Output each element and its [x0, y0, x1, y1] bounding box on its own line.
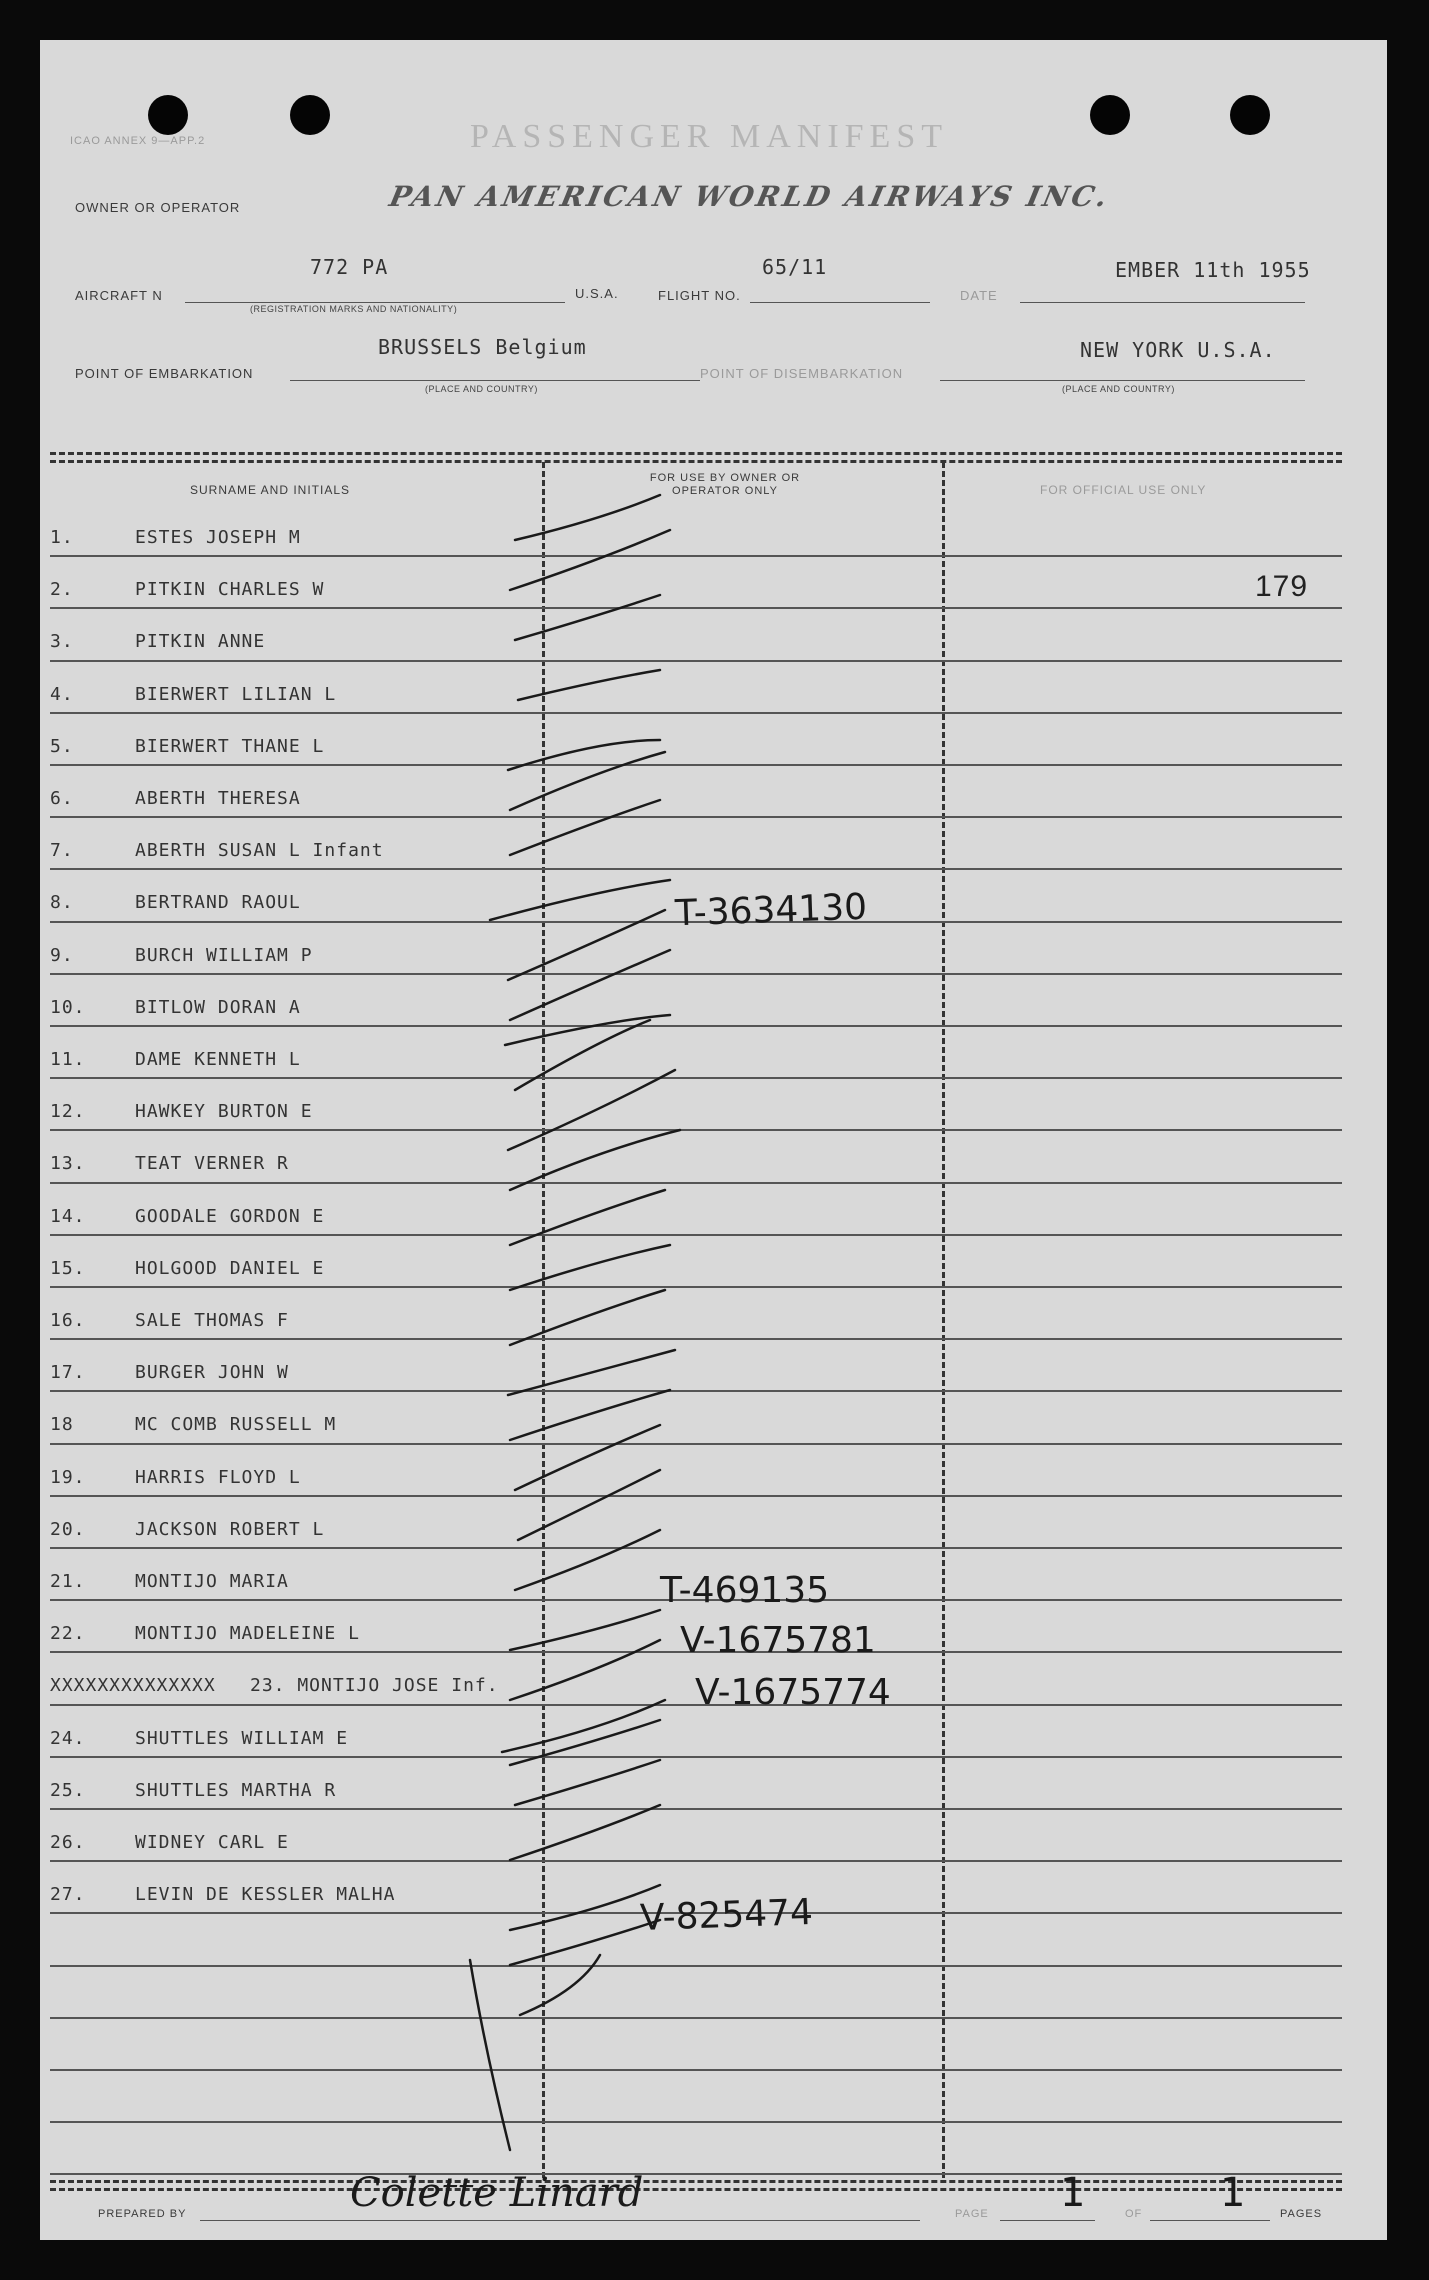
owner-label: OWNER OR OPERATOR — [75, 200, 241, 215]
aircraft-label: AIRCRAFT N — [75, 288, 163, 303]
row-number: 13. — [50, 1153, 86, 1175]
row-number: 19. — [50, 1466, 86, 1488]
table-bottom-border — [50, 2180, 1342, 2183]
row-number: XXXXXXXXXXXXXX — [50, 1675, 216, 1697]
row-number: 8. — [50, 892, 74, 914]
passenger-name: ABERTH SUSAN L Infant — [135, 840, 384, 862]
row-number: 3. — [50, 631, 74, 653]
row-number: 1. — [50, 527, 74, 548]
prepared-label: PREPARED BY — [98, 2208, 187, 2220]
passenger-name: DAME KENNETH L — [135, 1049, 301, 1070]
table-bottom-border-2 — [50, 2188, 1342, 2191]
passenger-name: 23. MONTIJO JOSE Inf. — [250, 1675, 499, 1697]
row-number: 7. — [50, 840, 74, 862]
passenger-name: SHUTTLES WILLIAM E — [135, 1727, 349, 1749]
passenger-name: PITKIN ANNE — [135, 631, 266, 653]
row-number: 9. — [50, 944, 74, 966]
passenger-name: BERTRAND RAOUL — [135, 892, 301, 914]
usa-label: U.S.A. — [575, 286, 619, 301]
handwritten-id-row23: V-1675774 — [695, 1672, 891, 1713]
carrier-name: PAN AMERICAN WORLD AIRWAYS INC. — [386, 180, 1113, 213]
embark-value: BRUSSELS Belgium — [378, 335, 587, 359]
row-number: 25. — [50, 1779, 86, 1801]
handwritten-id-row21: T-469135 — [660, 1570, 830, 1611]
passenger-name: SALE THOMAS F — [135, 1310, 289, 1331]
row-number: 17. — [50, 1362, 86, 1384]
aircraft-caption: (REGISTRATION MARKS AND NATIONALITY) — [250, 304, 458, 314]
passenger-name: HOLGOOD DANIEL E — [135, 1257, 325, 1279]
passenger-name: BURGER JOHN W — [135, 1362, 289, 1384]
pages-label: PAGES — [1280, 2208, 1323, 2220]
of-underline — [1150, 2220, 1270, 2221]
embark-label: POINT OF EMBARKATION — [75, 366, 254, 381]
handwritten-id-row8: T-3634130 — [674, 886, 868, 935]
row-number: 18 — [50, 1414, 74, 1436]
annex-label: ICAO ANNEX 9—APP.2 — [70, 135, 206, 147]
col-header-official: FOR OFFICIAL USE ONLY — [1040, 483, 1207, 497]
disembark-value: NEW YORK U.S.A. — [1080, 338, 1276, 362]
disembark-caption: (PLACE AND COUNTRY) — [1062, 384, 1175, 394]
row-number: 4. — [50, 683, 74, 705]
date-value: EMBER 11th 1955 — [1115, 258, 1311, 282]
row-number: 16. — [50, 1310, 86, 1331]
flight-label: FLIGHT NO. — [658, 288, 741, 303]
form-title: PASSENGER MANIFEST — [470, 118, 948, 155]
passenger-name: TEAT VERNER R — [135, 1153, 289, 1175]
page-underline — [1000, 2220, 1095, 2221]
passenger-name: BITLOW DORAN A — [135, 996, 301, 1018]
row-number: 20. — [50, 1518, 86, 1540]
preparer-signature: Colette Linard — [350, 2170, 644, 2216]
embark-caption: (PLACE AND COUNTRY) — [425, 384, 538, 394]
row-number: 10. — [50, 996, 86, 1018]
page-label: PAGE — [955, 2208, 989, 2220]
row-number: 21. — [50, 1571, 86, 1592]
page-value: 1 — [1060, 2170, 1086, 2216]
row-number: 5. — [50, 735, 74, 757]
official-number: 179 — [1255, 570, 1309, 603]
passenger-name: MONTIJO MARIA — [135, 1571, 289, 1592]
row-number: 6. — [50, 788, 74, 809]
passenger-name: JACKSON ROBERT L — [135, 1518, 325, 1540]
flight-value: 65/11 — [762, 255, 828, 279]
passenger-name: HARRIS FLOYD L — [135, 1466, 301, 1488]
col-header-name: SURNAME AND INITIALS — [190, 483, 351, 497]
passenger-name: BIERWERT LILIAN L — [135, 683, 337, 705]
row-number: 27. — [50, 1884, 86, 1906]
date-label: DATE — [960, 288, 998, 303]
col-header-owner: FOR USE BY OWNER OR OPERATOR ONLY — [649, 472, 801, 497]
handwritten-id-row27: V-825474 — [639, 1891, 814, 1940]
row-number: 12. — [50, 1101, 86, 1123]
passenger-name: MC COMB RUSSELL M — [135, 1414, 337, 1436]
passenger-name: ABERTH THERESA — [135, 788, 301, 809]
passenger-name: PITKIN CHARLES W — [135, 579, 325, 601]
passenger-name: WIDNEY CARL E — [135, 1832, 289, 1853]
row-number: 15. — [50, 1257, 86, 1279]
row-number: 2. — [50, 579, 74, 601]
passenger-name: HAWKEY BURTON E — [135, 1101, 313, 1123]
handwritten-id-row22: V-1675781 — [680, 1620, 876, 1661]
prepared-underline — [200, 2220, 920, 2221]
manifest-sheet — [40, 40, 1387, 2240]
aircraft-value: 772 PA — [310, 255, 389, 279]
row-number: 22. — [50, 1623, 86, 1645]
row-number: 14. — [50, 1205, 86, 1227]
passenger-name: LEVIN DE KESSLER MALHA — [135, 1884, 396, 1906]
passenger-name: SHUTTLES MARTHA R — [135, 1779, 337, 1801]
passenger-name: ESTES JOSEPH M — [135, 527, 301, 548]
row-number: 11. — [50, 1049, 86, 1070]
passenger-name: BURCH WILLIAM P — [135, 944, 313, 966]
passenger-name: BIERWERT THANE L — [135, 735, 325, 757]
passenger-name: GOODALE GORDON E — [135, 1205, 325, 1227]
passenger-name: MONTIJO MADELEINE L — [135, 1623, 360, 1645]
row-number: 26. — [50, 1832, 86, 1853]
of-value: 1 — [1220, 2170, 1246, 2216]
disembark-label: POINT OF DISEMBARKATION — [700, 366, 904, 381]
of-label: OF — [1125, 2208, 1143, 2220]
row-number: 24. — [50, 1727, 86, 1749]
